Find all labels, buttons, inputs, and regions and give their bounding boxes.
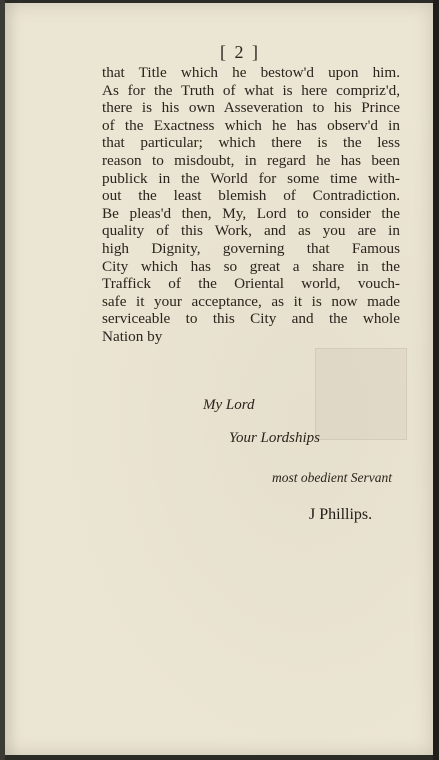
body-line: of the Exactness which he has observ'd in: [102, 116, 400, 134]
body-line: Be pleas'd then, My, Lord to consider the: [102, 204, 400, 222]
body-line: there is his own Asseveration to his Prince: [102, 99, 400, 117]
body-line: City which has so great a share in the: [102, 257, 400, 275]
body-line: that Title which he bestow'd upon him.: [102, 64, 400, 81]
body-line: Nation by: [102, 327, 163, 345]
body-line: out the least blemish of Contradiction.: [102, 187, 400, 205]
body-line: quality of this Work, and as you are in: [102, 222, 400, 240]
body-line: reason to misdoubt, in regard he has been: [102, 151, 400, 169]
closing-salutation: My Lord: [203, 397, 255, 413]
closing-servant: most obedient Servant: [272, 470, 392, 485]
body-line: Traffick of the Oriental world, vouch-: [102, 275, 400, 293]
page-edge-shadow: [433, 0, 439, 760]
body-line: safe it your acceptance, as it is now made: [102, 292, 400, 310]
closing-lordships: Your Lordships: [229, 430, 321, 446]
signature: J Phillips.: [309, 506, 373, 523]
page-number: [ 2 ]: [220, 42, 260, 62]
body-line: As for the Truth of what is here compriz'd,: [102, 81, 400, 99]
body-line: high Dignity, governing that Famous: [102, 239, 400, 257]
body-paragraph: [102, 64, 400, 346]
bleed-through-ornament: [315, 348, 407, 440]
body-line: serviceable to this City and the whole: [102, 310, 400, 328]
body-line: publick in the World for some time with-: [102, 169, 400, 187]
body-line: that particular; which there is the less: [102, 134, 400, 152]
